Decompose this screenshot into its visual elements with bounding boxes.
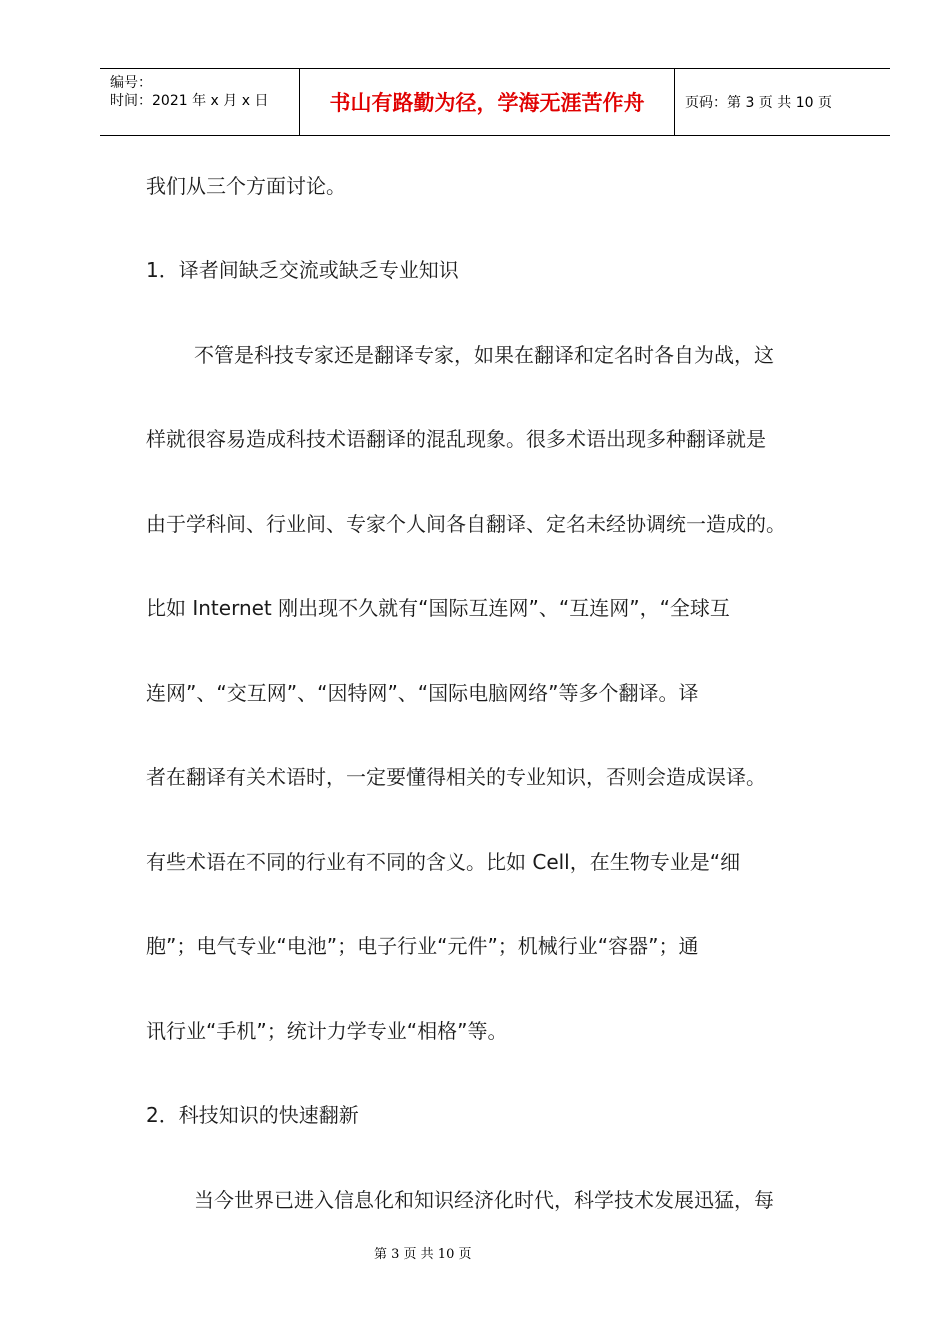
page-header — [100, 68, 890, 136]
body-line: 连网”、“交互网”、“因特网”、“国际电脑网络”等多个翻译。译 — [146, 681, 699, 705]
section-heading: 1．译者间缺乏交流或缺乏专业知识 — [146, 258, 459, 282]
body-line: 有些术语在不同的行业有不同的含义。比如 Cell，在生物专业是“细 — [146, 850, 741, 874]
header-motto: 书山有路勤为径，学海无涯苦作舟 — [329, 91, 645, 115]
body-line: 我们从三个方面讨论。 — [146, 174, 346, 198]
date-label: 时间：2021 年 x 月 x 日 — [110, 93, 269, 109]
body-line: 胞”；电气专业“电池”；电子行业“元件”；机械行业“容器”；通 — [146, 934, 699, 958]
section-heading: 2．科技知识的快速翻新 — [146, 1103, 359, 1127]
serial-label: 编号： — [110, 75, 152, 91]
body-line: 讯行业“手机”；统计力学专业“相格”等。 — [146, 1019, 508, 1043]
header-page-info: 页码：第 3 页 共 10 页 — [685, 95, 832, 111]
body-line: 者在翻译有关术语时，一定要懂得相关的专业知识，否则会造成误译。 — [146, 765, 766, 789]
body-line: 比如 Internet 刚出现不久就有“国际互连网”、“互连网”，“全球互 — [146, 596, 730, 620]
body-line: 由于学科间、行业间、专家个人间各自翻译、定名未经协调统一造成的。 — [146, 512, 786, 536]
header-right-cell — [675, 69, 890, 135]
paragraph-first-line: 不管是科技专家还是翻译专家，如果在翻译和定名时各自为战，这 — [194, 343, 774, 367]
body-line: 样就很容易造成科技术语翻译的混乱现象。很多术语出现多种翻译就是 — [146, 427, 766, 451]
header-left-cell — [100, 69, 300, 135]
header-mid-cell — [300, 69, 675, 135]
paragraph-first-line: 当今世界已进入信息化和知识经济化时代，科学技术发展迅猛，每 — [194, 1188, 774, 1212]
page-footer: 第 3 页 共 10 页 — [374, 1247, 472, 1262]
